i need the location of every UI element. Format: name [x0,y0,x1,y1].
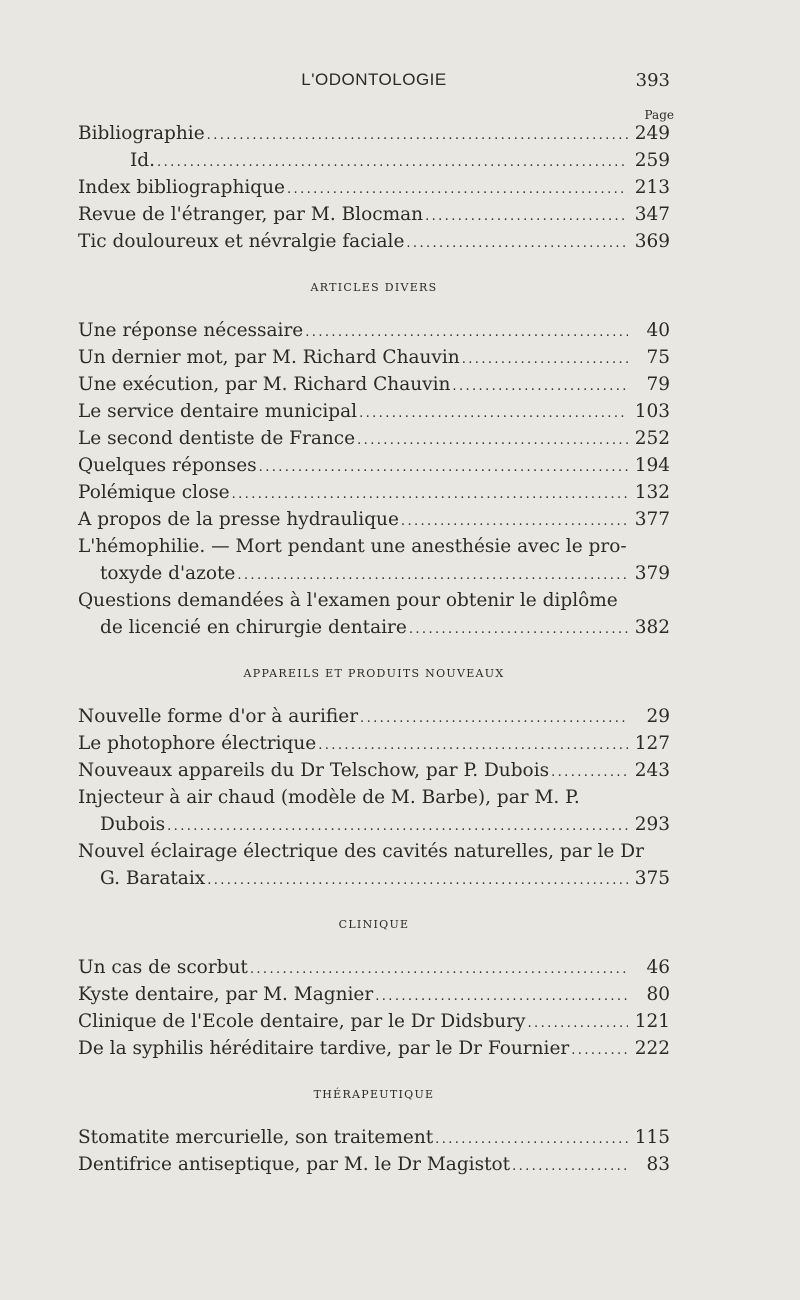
page-column-label: Page [644,108,674,122]
toc-entry: Nouvelle forme d'or à aurifier ..... 29 [78,703,670,730]
section-heading-articles-divers: ARTICLES DIVERS [310,281,438,294]
toc-entry-continuation: de licencié en chirurgie dentaire ..... 382 [78,614,670,641]
toc-entry-continuation: toxyde d'azote ..... 379 [78,560,670,587]
toc-entry: Une exécution, par M. Richard Chauvin ..... 79 [78,371,670,398]
toc-entry: A propos de la presse hydraulique ..... 377 [78,506,670,533]
toc-entry: Le service dentaire municipal ..... 103 [78,398,670,425]
toc-entry: Clinique de l'Ecole dentaire, par le Dr Didsbury ..... 121 [78,1008,670,1035]
toc-entry: Bibliographie ..... 249 [78,120,670,147]
toc-entry: Un dernier mot, par M. Richard Chauvin ..... 75 [78,344,670,371]
toc-entry: Revue de l'étranger, par M. Blocman ..... 347 [78,201,670,228]
toc-entry: Dentifrice antiseptique, par M. le Dr Magistot ..... 83 [78,1151,670,1178]
toc-entry: Une réponse nécessaire ..... 40 [78,317,670,344]
toc-entry: Tic douloureux et névralgie faciale ..... 369 [78,228,670,255]
toc-entry: Un cas de scorbut ..... 46 [78,954,670,981]
toc-entry-line: L'hémophilie. — Mort pendant une anesthésie avec le pro- [78,536,627,557]
toc-entry-line: Questions demandées à l'examen pour obtenir le diplôme [78,590,618,611]
section-heading-clinique: CLINIQUE [338,918,410,931]
journal-title: L'ODONTOLOGIE [301,70,447,89]
toc-entry: Id. ..... 259 [78,147,670,174]
toc-entry: Le photophore électrique ..... 127 [78,730,670,757]
toc-entry-continuation: Dubois ..... 293 [78,811,670,838]
toc-entry: Index bibliographique ..... 213 [78,174,670,201]
toc-entry: Le second dentiste de France ..... 252 [78,425,670,452]
toc-entry: Stomatite mercurielle, son traitement ..... 115 [78,1124,670,1151]
page-number: 393 [635,70,670,91]
running-head [78,70,670,96]
toc-entry: Polémique close ..... 132 [78,479,670,506]
toc-entry: De la syphilis héréditaire tardive, par le Dr Fournier ..... 222 [78,1035,670,1062]
table-of-contents [78,120,670,1178]
section-heading-therapeutique: THÉRAPEUTIQUE [313,1088,435,1101]
toc-entry-line: Nouvel éclairage électrique des cavités naturelles, par le Dr [78,841,644,862]
toc-entry: Quelques réponses ..... 194 [78,452,670,479]
toc-entry-line: Injecteur à air chaud (modèle de M. Barbe), par M. P. [78,787,580,808]
toc-entry-continuation: G. Barataix ..... 375 [78,865,670,892]
section-heading-appareils: APPAREILS ET PRODUITS NOUVEAUX [243,667,505,680]
toc-entry: Kyste dentaire, par M. Magnier ..... 80 [78,981,670,1008]
toc-entry: Nouveaux appareils du Dr Telschow, par P. Dubois ..... 243 [78,757,670,784]
